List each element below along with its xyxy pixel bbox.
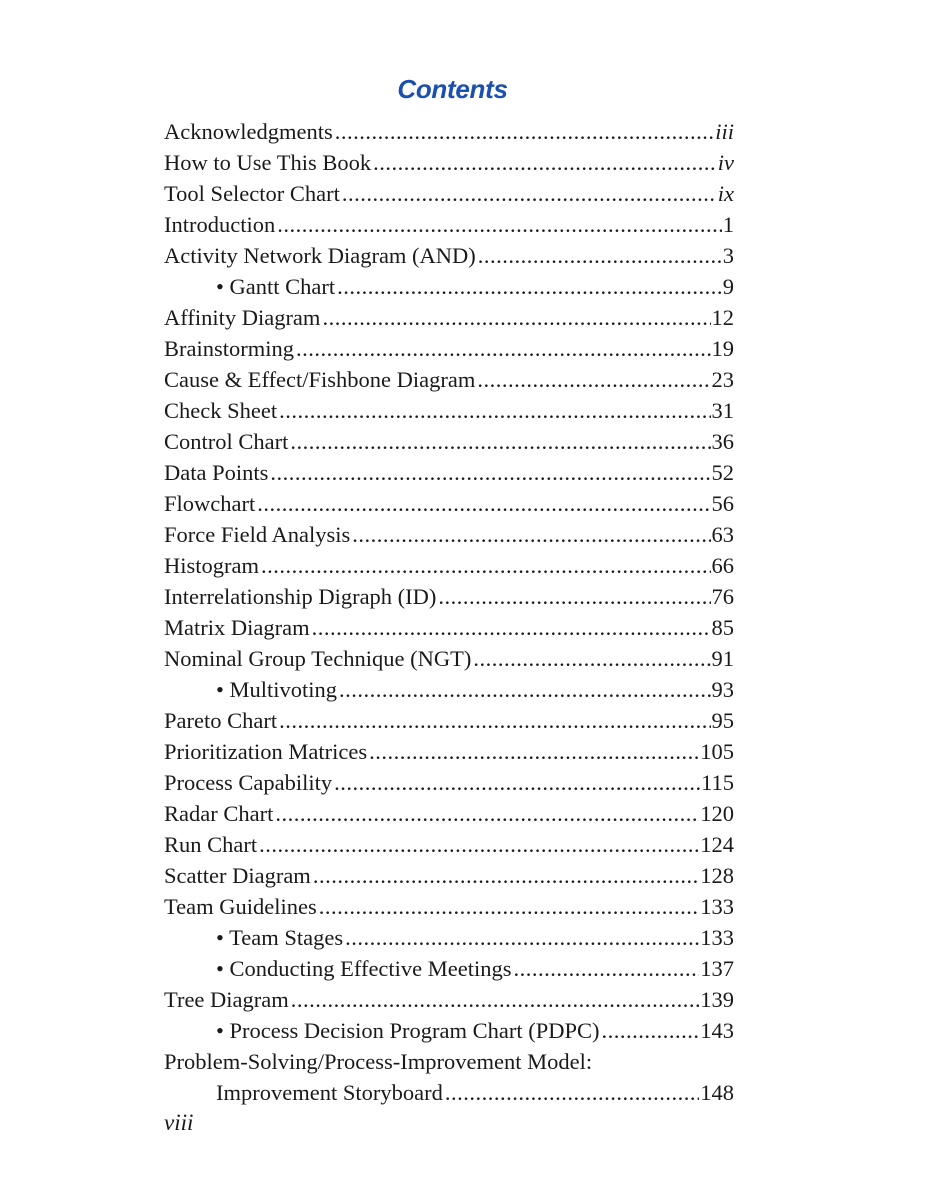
dot-leader <box>342 178 717 209</box>
toc-entry-label: • Multivoting <box>216 677 338 702</box>
toc-entry-page: iii <box>715 119 734 144</box>
toc-entry-label: • Gantt Chart <box>216 274 336 299</box>
toc-entry-label: Tool Selector Chart <box>164 181 340 206</box>
toc-entry-label: Tree Diagram <box>164 987 289 1012</box>
toc-entry-page: 3 <box>722 243 734 268</box>
toc-entry[interactable] <box>164 829 734 860</box>
toc-entry[interactable] <box>164 178 734 209</box>
page-title: Contents <box>397 74 508 104</box>
toc-entry-page: 9 <box>722 274 734 299</box>
dot-leader <box>279 705 710 736</box>
toc-entry-page: 12 <box>711 305 734 330</box>
toc-entry[interactable] <box>164 612 734 643</box>
toc-entry-label: Scatter Diagram <box>164 863 311 888</box>
toc-entry-page: 19 <box>711 336 734 361</box>
toc-entry-page: 1 <box>722 212 734 237</box>
toc-entry-label: Activity Network Diagram (AND) <box>164 243 476 268</box>
toc-entry-page: 133 <box>700 894 734 919</box>
toc-entry-page: 52 <box>711 460 734 485</box>
toc-entry[interactable] <box>164 364 734 395</box>
toc-entry-label: Interrelationship Digraph (ID) <box>164 584 437 609</box>
toc-entry-label: Check Sheet <box>164 398 278 423</box>
toc-entry-label: Prioritization Matrices <box>164 739 368 764</box>
toc-entry-page: 85 <box>711 615 734 640</box>
dot-leader <box>345 922 699 953</box>
toc-entry-page: 95 <box>711 708 734 733</box>
toc-entry-label: Process Capability <box>164 770 333 795</box>
toc-entry-page: 139 <box>700 987 734 1012</box>
dot-leader <box>334 767 700 798</box>
toc-entry[interactable] <box>164 891 734 922</box>
toc-entry-page: iv <box>717 150 734 175</box>
toc-entry-label: • Team Stages <box>216 925 344 950</box>
toc-entry-page: ix <box>717 181 734 206</box>
toc-entry-page: 36 <box>711 429 734 454</box>
toc-entry-page: 91 <box>711 646 734 671</box>
toc-entry[interactable] <box>164 550 734 581</box>
toc-entry[interactable] <box>164 240 734 271</box>
toc-entry-final[interactable] <box>164 1077 734 1108</box>
toc-entry-page: 56 <box>711 491 734 516</box>
toc-entry[interactable] <box>164 147 734 178</box>
toc-entry-page: 124 <box>700 832 734 857</box>
toc-entry-label: How to Use This Book <box>164 150 372 175</box>
toc-entry[interactable] <box>164 643 734 674</box>
toc-entry-label: Pareto Chart <box>164 708 278 733</box>
dot-leader <box>473 643 710 674</box>
toc-entry-label: Matrix Diagram <box>164 615 310 640</box>
dot-leader <box>337 271 722 302</box>
toc-entry-label: Flowchart <box>164 491 256 516</box>
toc-entry[interactable] <box>164 674 734 705</box>
toc-entry-heading-label: Problem-Solving/Process-Improvement Model: <box>164 1049 593 1074</box>
dot-leader <box>275 798 699 829</box>
toc-entry-label: Run Chart <box>164 832 258 857</box>
toc-entry-label: • Conducting Effective Meetings <box>216 956 512 981</box>
dot-leader <box>322 302 710 333</box>
dot-leader <box>478 240 722 271</box>
toc-entry[interactable] <box>164 426 734 457</box>
toc-entry[interactable] <box>164 860 734 891</box>
dot-leader <box>313 860 699 891</box>
toc-entry-page: 105 <box>700 739 734 764</box>
toc-entry[interactable] <box>164 271 734 302</box>
dot-leader <box>319 891 699 922</box>
dot-leader <box>279 395 710 426</box>
toc-entry-page: 31 <box>711 398 734 423</box>
toc-entry[interactable] <box>164 798 734 829</box>
toc-entry-label: Acknowledgments <box>164 119 333 144</box>
toc-entry-label: Nominal Group Technique (NGT) <box>164 646 472 671</box>
toc-entry-label: Force Field Analysis <box>164 522 351 547</box>
dot-leader <box>261 550 711 581</box>
toc-entry-label: Histogram <box>164 553 259 578</box>
toc-entry[interactable] <box>164 209 734 240</box>
toc-entry-label: Improvement Storyboard <box>216 1080 443 1105</box>
toc-entry[interactable] <box>164 922 734 953</box>
dot-leader <box>514 953 700 984</box>
toc-entry[interactable] <box>164 984 734 1015</box>
toc-entry-label: Control Chart <box>164 429 289 454</box>
toc-entry[interactable] <box>164 457 734 488</box>
table-of-contents <box>164 116 734 1108</box>
dot-leader <box>335 116 715 147</box>
toc-entry-label: Introduction <box>164 212 276 237</box>
page-number: viii <box>164 1110 194 1135</box>
toc-entry-label: Brainstorming <box>164 336 294 361</box>
toc-entry-label: Team Guidelines <box>164 894 317 919</box>
toc-entry[interactable] <box>164 116 734 147</box>
dot-leader <box>438 581 710 612</box>
dot-leader <box>369 736 699 767</box>
toc-entry-page: 115 <box>701 770 734 795</box>
dot-leader <box>601 1015 699 1046</box>
dot-leader <box>270 457 710 488</box>
dot-leader <box>296 333 711 364</box>
toc-entry-label: • Process Decision Program Chart (PDPC) <box>216 1018 600 1043</box>
toc-entry-page: 137 <box>700 956 734 981</box>
toc-entry[interactable] <box>164 302 734 333</box>
toc-entry[interactable] <box>164 736 734 767</box>
toc-entry[interactable] <box>164 705 734 736</box>
dot-leader <box>257 488 710 519</box>
dot-leader <box>290 426 710 457</box>
toc-entry-label: Affinity Diagram <box>164 305 321 330</box>
dot-leader <box>291 984 699 1015</box>
toc-entry-page: 76 <box>711 584 734 609</box>
dot-leader <box>445 1077 699 1108</box>
toc-entry-page: 143 <box>700 1018 734 1043</box>
toc-entry[interactable] <box>164 1015 734 1046</box>
toc-entry-page: 148 <box>700 1080 734 1105</box>
toc-entry[interactable] <box>164 333 734 364</box>
toc-entry[interactable] <box>164 395 734 426</box>
toc-entry-page: 23 <box>711 367 734 392</box>
dot-leader <box>312 612 711 643</box>
toc-entry[interactable] <box>164 767 734 798</box>
toc-entry-label: Cause & Effect/Fishbone Diagram <box>164 367 476 392</box>
toc-entry-label: Data Points <box>164 460 269 485</box>
dot-leader <box>339 674 710 705</box>
dot-leader <box>477 364 710 395</box>
toc-entry-page: 66 <box>711 553 734 578</box>
dot-leader <box>373 147 717 178</box>
toc-entry-page: 128 <box>700 863 734 888</box>
toc-entry-label: Radar Chart <box>164 801 274 826</box>
toc-entry-page: 63 <box>711 522 734 547</box>
toc-entry-heading <box>164 1046 734 1077</box>
toc-entry-page: 93 <box>711 677 734 702</box>
toc-entry[interactable] <box>164 519 734 550</box>
dot-leader <box>352 519 710 550</box>
toc-entry-page: 120 <box>700 801 734 826</box>
toc-entry-page: 133 <box>700 925 734 950</box>
dot-leader <box>277 209 722 240</box>
toc-entry[interactable] <box>164 953 734 984</box>
dot-leader <box>259 829 699 860</box>
toc-entry[interactable] <box>164 581 734 612</box>
toc-entry[interactable] <box>164 488 734 519</box>
